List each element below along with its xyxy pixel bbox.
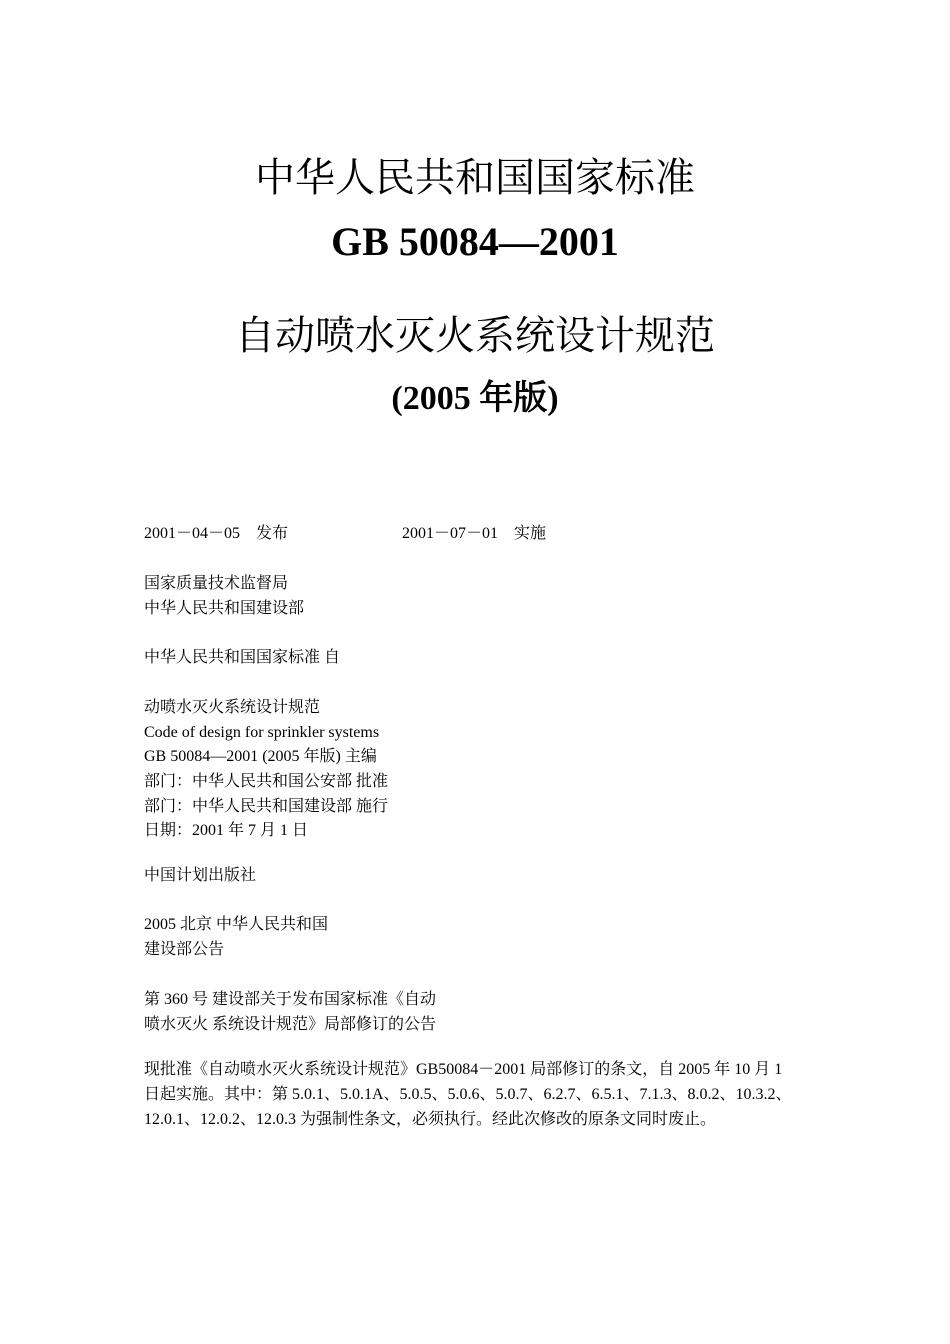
imprint-line: 2005 北京 中华人民共和国 [144, 916, 329, 933]
announcement-title-line: 喷水灭火 系统设计规范》局部修订的公告 [144, 1015, 437, 1033]
imprint-line: 建设部公告 [144, 940, 225, 958]
info-line: GB 50084—2001 (2005 年版) 主编 [144, 748, 377, 766]
info-line: 动喷水灭火系统设计规范 [144, 699, 321, 716]
announcement-body-line: 12.0.1、12.0.2、12.0.3 为强制性条文，必须执行。经此次修改的原条文同时废止。 [144, 1111, 717, 1128]
specification-name: 自动喷水灭火系统设计规范 [235, 313, 715, 359]
announcement-body-line: 日起实施。其中：第 5.0.1、5.0.1A、5.0.5、5.0.6、5.0.7、6.2.7、6.5.1、7.1.3、8.0.2、10.3.2、 [144, 1086, 792, 1103]
standard-title: 中华人民共和国国家标准 [255, 155, 695, 201]
announcement-body-line: 现批准《自动喷水灭火系统设计规范》GB50084－2001 局部修订的条文，自 2005 年 10 月 1 [144, 1061, 783, 1078]
dates-row [144, 522, 804, 548]
effective-date: 2001－07－01 实施 [402, 525, 547, 542]
info-block-1 [144, 646, 340, 671]
info-line: 部门：中华人民共和国公安部 批准 [144, 773, 389, 791]
info-line-english-title: Code of design for sprinkler systems [144, 723, 380, 741]
issuer-line: 中华人民共和国建设部 [144, 599, 305, 617]
announcement-title-line: 第 360 号 建设部关于发布国家标准《自动 [144, 991, 437, 1008]
publisher-block [144, 864, 256, 889]
announcement-title-block [144, 988, 436, 1037]
issuer-line: 国家质量技术监督局 [144, 575, 289, 592]
info-line: 部门：中华人民共和国建设部 施行 [144, 797, 389, 815]
issuers-block [144, 572, 304, 621]
standard-code: GB 50084—2001 [331, 219, 619, 264]
issue-date: 2001－04－05 发布 [144, 525, 289, 542]
imprint-block [144, 913, 328, 962]
publisher-name: 中国计划出版社 [144, 867, 257, 884]
edition-label: (2005 年版) [391, 380, 559, 417]
info-line: 中华人民共和国国家标准 自 [144, 649, 341, 666]
info-line: 日期：2001 年 7 月 1 日 [144, 822, 309, 840]
info-block-2 [144, 696, 388, 844]
announcement-body [144, 1057, 824, 1132]
